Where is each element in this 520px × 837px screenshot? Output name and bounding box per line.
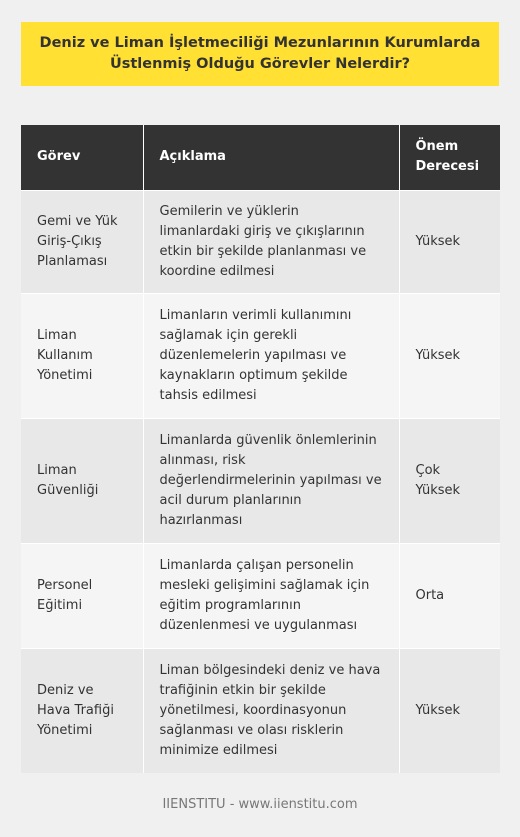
cell-onem: Yüksek	[399, 190, 500, 293]
cell-gorev: Personel Eğitimi	[21, 543, 143, 648]
table-row	[21, 543, 500, 648]
header-onem-derecesi: Önem Derecesi	[399, 125, 500, 190]
title-banner	[21, 22, 499, 86]
cell-gorev: Liman Güvenliği	[21, 418, 143, 543]
table-row	[21, 190, 500, 293]
cell-aciklama: Limanlarda çalışan personelin mesleki gelişimini sağlamak için eğitim programlarının düzenlenmesi ve uygulanması	[143, 543, 399, 648]
cell-aciklama: Liman bölgesindeki deniz ve hava trafiğinin etkin bir şekilde yönetilmesi, koordinasyonun sağlanması ve olası risklerin minimize edilmesi	[143, 648, 399, 773]
cell-aciklama: Gemilerin ve yüklerin limanlardaki giriş ve çıkışlarının etkin bir şekilde planlanması ve koordine edilmesi	[143, 190, 399, 293]
page-title: Deniz ve Liman İşletmeciliği Mezunlarının Kurumlarda Üstlenmiş Olduğu Görevler Nelerdir?	[39, 35, 481, 72]
header-gorev: Görev	[21, 125, 143, 190]
cell-aciklama: Limanların verimli kullanımını sağlamak için gerekli düzenlemelerin yapılması ve kaynakların optimum şekilde tahsis edilmesi	[143, 293, 399, 418]
cell-onem: Yüksek	[399, 293, 500, 418]
footer-credit: IIENSTITU - www.iienstitu.com	[162, 797, 358, 812]
cell-gorev: Liman Kullanım Yönetimi	[21, 293, 143, 418]
table-row	[21, 648, 500, 773]
table-row	[21, 293, 500, 418]
cell-onem: Yüksek	[399, 648, 500, 773]
duties-table	[21, 125, 500, 773]
cell-onem: Çok Yüksek	[399, 418, 500, 543]
table-header-row	[21, 125, 500, 190]
cell-gorev: Gemi ve Yük Giriş-Çıkış Planlaması	[21, 190, 143, 293]
cell-aciklama: Limanlarda güvenlik önlemlerinin alınması, risk değerlendirmelerinin yapılması ve acil durum planlarının hazırlanması	[143, 418, 399, 543]
cell-gorev: Deniz ve Hava Trafiği Yönetimi	[21, 648, 143, 773]
table-row	[21, 418, 500, 543]
cell-onem: Orta	[399, 543, 500, 648]
header-aciklama: Açıklama	[143, 125, 399, 190]
